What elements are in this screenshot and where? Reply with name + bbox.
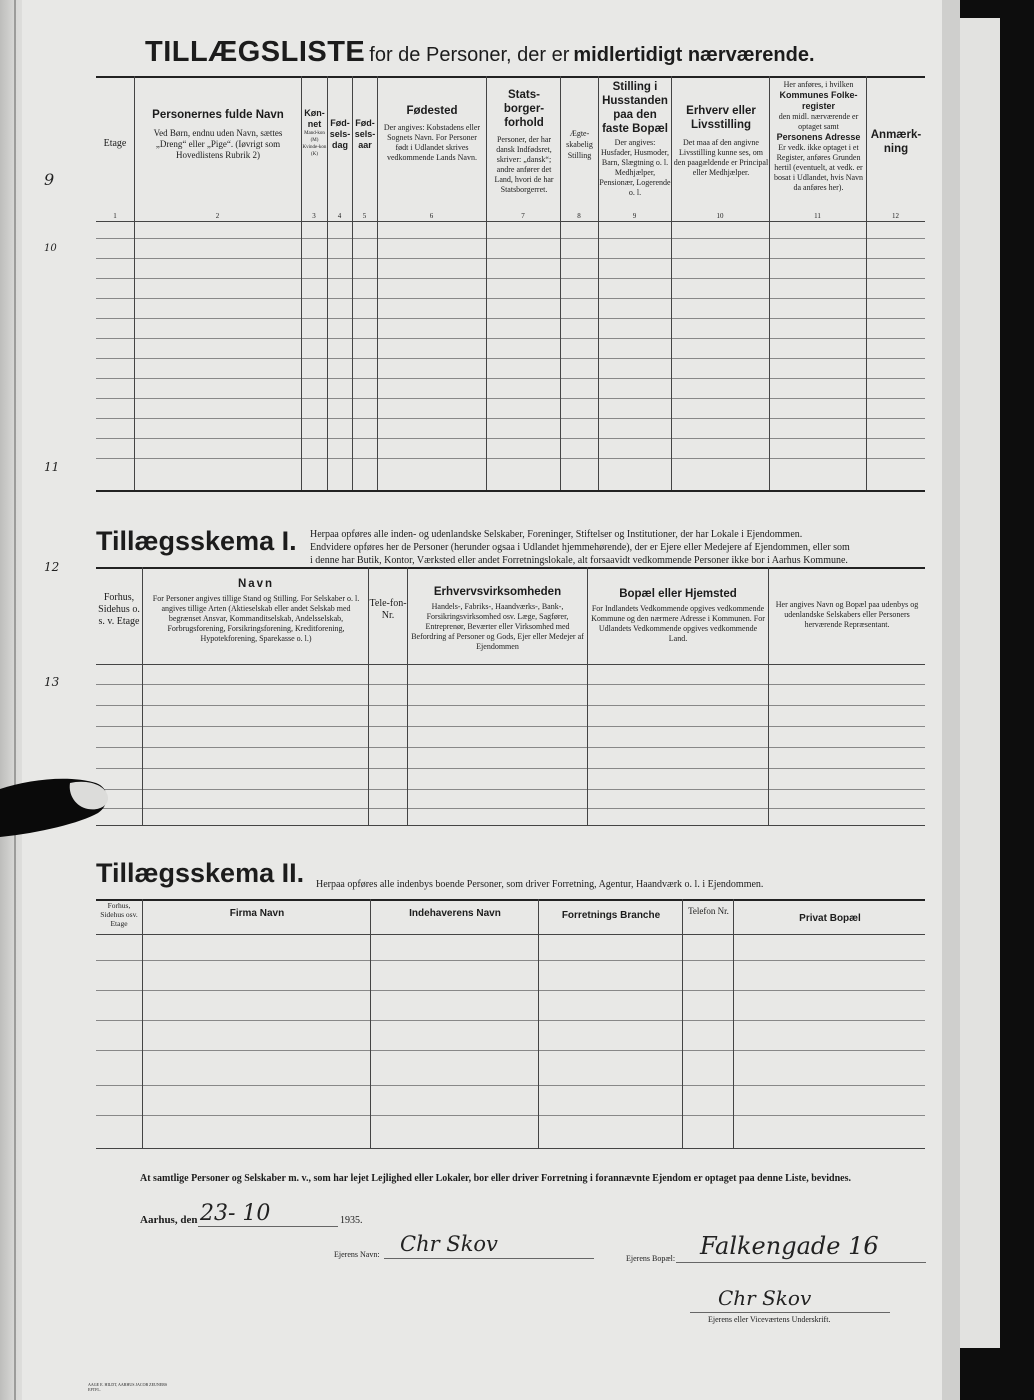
- s2-col-branch: Forretnings Branche: [561, 910, 661, 921]
- s1-col-address: Bopæl eller Hjemsted For Indlandets Vedkommende opgives vedkommende Kommune og den nærmere Adresse i Kommunen. For Udlandets Vedkommende opgives vedkommende Land.: [591, 588, 765, 643]
- s2-col-phone: Telefon Nr.: [688, 906, 729, 916]
- col-number: 7: [521, 212, 525, 220]
- col-number: 9: [632, 212, 637, 220]
- margin-mark: 9: [44, 170, 55, 189]
- margin-mark: 13: [44, 675, 60, 689]
- adjacent-page: [960, 0, 1034, 1400]
- main-title: TILLÆGSLISTE for de Personer, der er midlertidigt nærværende.: [145, 36, 815, 68]
- signature-label: Ejerens eller Viceværtens Underskrift.: [708, 1315, 831, 1324]
- schema2-description: Herpaa opføres alle indenbys boende Personer, som driver Forretning, Agentur, Haandværk o. l. i Ejendommen.: [316, 879, 764, 890]
- owner-name-handwritten: Chr Skov: [400, 1232, 498, 1256]
- col-number: 2: [215, 212, 220, 220]
- footer-year: 1935.: [340, 1215, 363, 1226]
- s2-col-firm: Firma Navn: [229, 908, 285, 919]
- printer-mark: AAGE E. HILDT, AARHUS JACOB ZEUNERS EFTFL.: [88, 1382, 168, 1392]
- s2-col-owner: Indehaverens Navn: [409, 908, 501, 919]
- signature-handwritten: Chr Skov: [718, 1286, 812, 1310]
- col-number: 3: [312, 212, 316, 220]
- schema1-description: Herpaa opføres alle inden- og udenlandske Selskaber, Foreninger, Stiftelser og Institutioner, der har Lokale i Ejendommen. Endvidere opføres her de Personer (herunder ogsaa i Udlandet hjemmehørende), der er Ejere eller Medejere af Ejendommen, eller som i denne har Butik, Kontor, Værksted eller andet Forretningslokale, alt forsaavidt vedkommende Personer ikke bor i Aarhus Kommune.: [310, 529, 850, 566]
- margin-mark: 11: [44, 460, 60, 474]
- owner-address-label: Ejerens Bopæl:: [626, 1254, 676, 1263]
- s1-col-etage: Forhus, Sidehus o. s. v. Etage: [98, 592, 140, 627]
- col-register: Her anføres, i hvilken Kommunes Folke-register den midl. nærværende er optaget samt Personens Adresse Er vedk. ikke optaget i et Register, anføres Grunden hertil (eventuelt, at vedk. er bosat i Udlandet, hvis Navn da anføres her).: [773, 80, 864, 192]
- col-etage: Etage: [103, 138, 127, 149]
- col-remarks: Anmærk-ning: [870, 129, 922, 155]
- col-sex: Køn-net Mand-kon (M) Kvinde-kon (K): [302, 108, 327, 157]
- s1-col-representative: Her angives Navn og Bopæl paa udenbys og udenlandske Selskabers eller Personers herværende Repræsentant.: [775, 600, 919, 629]
- col-name: Personernes fulde Navn Ved Børn, endnu uden Navn, sættes „Dreng“ eller „Pige“. (Iøvrigt som Hovedlistens Rubrik 2): [152, 109, 284, 160]
- schema1-title: Tillægsskema I.: [96, 526, 297, 556]
- col-number: 5: [362, 212, 367, 220]
- col-household: Stilling i Husstanden paa den faste Bopæl Der angives: Husfader, Husmoder, Barn, Slægtning o. l. Medhjælper, Pensionær, Logerende o. l.: [599, 81, 671, 197]
- col-number: 4: [337, 212, 342, 220]
- s1-col-phone: Tele-fon-Nr.: [369, 598, 407, 621]
- col-number: 10: [716, 212, 724, 220]
- page-edge: [942, 0, 960, 1400]
- col-birthplace: Fødested Der angives: Kobstadens eller Sognets Navn. For Personer født i Udlandet skrives vedkommende Lands Navn.: [383, 105, 481, 162]
- footer-place: Aarhus, den: [140, 1214, 198, 1226]
- footer-statement: At samtlige Personer og Selskaber m. v., som har lejet Lejlighed eller Lokaler, bor eller driver Forretning i forannævnte Ejendom er optaget paa denne Liste, bevidnes.: [140, 1173, 851, 1184]
- s1-col-name: Navn For Personer angives tillige Stand og Stilling. For Selskaber o. l. angives tillige Arten (Aktieselskab eller andet Selskab med begrænset Ansvar, Kommanditselskab, Andelsselskab, Forbrugsforening, Forsikringsforening, Kreditforening, Hypotekforening, Sparekasse o. l.): [152, 578, 360, 643]
- schema2-title: Tillægsskema II.: [96, 858, 305, 888]
- s2-col-etage: Forhus, Sidehus osv. Etage: [100, 901, 138, 928]
- finger-image: [0, 775, 110, 839]
- margin-mark: 12: [44, 560, 60, 574]
- col-occupation: Erhverv eller Livsstilling Det maa af den angivne Livsstilling kunne ses, om den paagældende er Principal eller Medhjælper.: [673, 105, 769, 177]
- owner-name-label: Ejerens Navn:: [334, 1250, 380, 1259]
- margin-mark: 10: [44, 243, 57, 254]
- s1-col-business: Erhvervsvirksomheden Handels-, Fabriks-, Haandværks-, Bank-, Forsikringsvirksomhed osv. Læge, Sagfører, Entreprenør, Beværter eller Virksomhed med Befordring af Personer og Gods, Ejer eller Medejer af Ejendommen: [411, 586, 584, 651]
- s2-col-private-address: Privat Bopæl: [799, 913, 861, 924]
- col-number: 1: [113, 212, 117, 220]
- col-marital: Ægte-skabelig Stilling: [566, 129, 593, 160]
- col-number: 12: [892, 212, 899, 220]
- col-number: 6: [429, 212, 434, 220]
- col-number: 11: [814, 212, 821, 220]
- col-birthyear: Fød-sels-aar: [354, 118, 376, 150]
- owner-address-handwritten: Falkengade 16: [700, 1232, 879, 1260]
- handwritten-date: 23- 10: [200, 1201, 271, 1226]
- col-birthday: Fød-sels-dag: [329, 118, 351, 150]
- col-citizenship: Stats-borger-forhold Personer, der har dansk Indfødsret, skriver: „dansk“; andre anfører det Land, hvori de har Statsborgerret.: [494, 89, 554, 194]
- form-page: [22, 0, 942, 1400]
- col-number: 8: [577, 212, 581, 220]
